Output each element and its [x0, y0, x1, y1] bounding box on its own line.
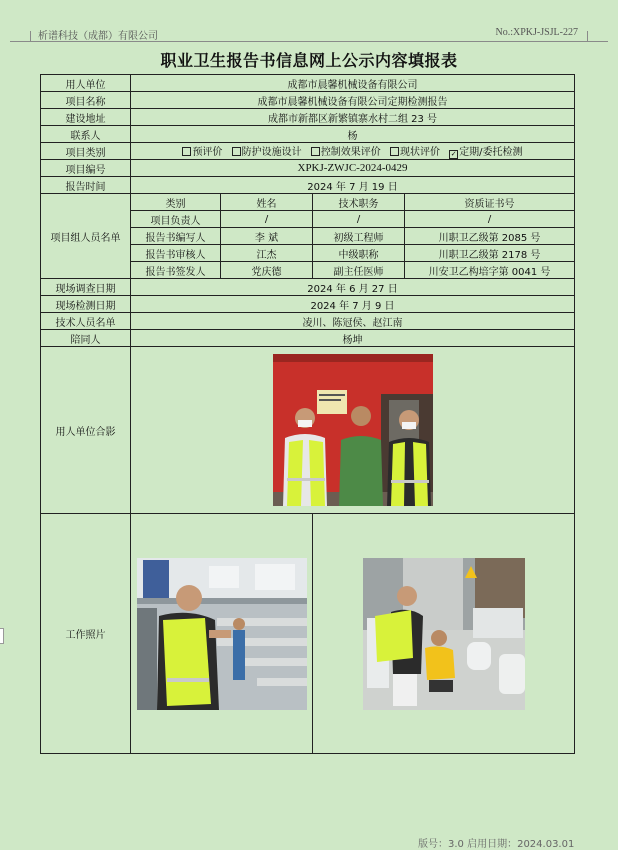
work-photo-cell-2: [313, 514, 575, 754]
label-companion: 陪同人: [41, 330, 131, 347]
team-header-cell: 资质证书号: [405, 194, 575, 211]
checkbox-checked-icon: ✓: [450, 150, 457, 158]
category-option[interactable]: 现状评价: [390, 147, 440, 158]
label-address: 建设地址: [41, 109, 131, 126]
team-title: 中级职称: [313, 245, 405, 262]
team-role: 报告书编写人: [131, 228, 221, 245]
team-header-cell: 姓名: [221, 194, 313, 211]
row-inspection-date: [41, 296, 575, 313]
category-option[interactable]: 预评价: [182, 147, 222, 158]
checkbox-icon: [232, 147, 241, 156]
group-photo-cell: [131, 347, 575, 514]
value-project-no: XPKJ-ZWJC-2024-0429: [131, 160, 575, 177]
team-name: 李 斌: [221, 228, 313, 245]
team-header-cell: 类别: [131, 194, 221, 211]
team-cert: 川职卫乙级第 2085 号: [405, 228, 575, 245]
team-cert: 川安卫乙构培字第 0041 号: [405, 262, 575, 279]
label-group-photo: 用人单位合影: [41, 347, 131, 514]
page-edge-tab[interactable]: [0, 628, 4, 644]
label-inspection-date: 现场检测日期: [41, 296, 131, 313]
checkbox-icon: [390, 147, 399, 156]
work-photo-cell-1: [131, 514, 313, 754]
value-contact: 杨: [131, 126, 575, 143]
company-header: 析谱科技（成都）有限公司: [38, 31, 158, 42]
team-name: /: [221, 211, 313, 228]
label-report-time: 报告时间: [41, 177, 131, 194]
row-work-photos: [41, 514, 575, 754]
header-divider: [10, 41, 608, 42]
team-role: 项目负责人: [131, 211, 221, 228]
label-work-photos: 工作照片: [41, 514, 131, 754]
row-group-photo: [41, 347, 575, 514]
label-project-name: 项目名称: [41, 92, 131, 109]
document-number: No.:XPKJ-JSJL-227: [495, 27, 578, 38]
corner-mark-right: [587, 31, 598, 41]
label-unit: 用人单位: [41, 75, 131, 92]
label-survey-date: 现场调查日期: [41, 279, 131, 296]
category-options: [131, 143, 575, 160]
group-photo: [273, 354, 433, 506]
value-inspection-date: 2024 年 7 月 9 日: [131, 296, 575, 313]
form-title: 职业卫生报告书信息网上公示内容填报表: [160, 51, 458, 70]
value-technicians: 凌川、陈冠侯、赵江南: [131, 313, 575, 330]
value-unit: 成都市晨馨机械设备有限公司: [131, 75, 575, 92]
team-role: 报告书审核人: [131, 245, 221, 262]
checkbox-icon: [182, 147, 191, 156]
row-report-time: [41, 177, 575, 194]
work-photo-2: [363, 558, 525, 710]
value-address: 成都市新都区新繁镇寨水村二组 23 号: [131, 109, 575, 126]
team-role: 报告书签发人: [131, 262, 221, 279]
row-technicians: [41, 313, 575, 330]
label-category: 项目类别: [41, 143, 131, 160]
team-title: /: [313, 211, 405, 228]
category-option[interactable]: 防护设施设计: [232, 147, 302, 158]
category-option[interactable]: 控制效果评价: [311, 147, 381, 158]
team-cert: /: [405, 211, 575, 228]
row-address: [41, 109, 575, 126]
value-project-name: 成都市晨馨机械设备有限公司定期检测报告: [131, 92, 575, 109]
row-category: [41, 143, 575, 160]
disclosure-form-table: [40, 74, 575, 754]
team-name: 江杰: [221, 245, 313, 262]
value-report-time: 2024 年 7 月 19 日: [131, 177, 575, 194]
row-survey-date: [41, 279, 575, 296]
team-cert: 川职卫乙级第 2178 号: [405, 245, 575, 262]
label-project-no: 项目编号: [41, 160, 131, 177]
team-header-row: [41, 194, 575, 211]
team-title: 初级工程师: [313, 228, 405, 245]
team-name: 党庆德: [221, 262, 313, 279]
work-photo-1: [137, 558, 307, 710]
checkbox-icon: [311, 147, 320, 156]
corner-mark-left: [20, 31, 31, 41]
footer-version: 版号：3.0 启用日期：2024.03.01: [418, 839, 575, 850]
label-team: 项目组人员名单: [41, 194, 131, 279]
value-companion: 杨坤: [131, 330, 575, 347]
row-project-name: [41, 92, 575, 109]
team-title: 副主任医师: [313, 262, 405, 279]
team-header-cell: 技术职务: [313, 194, 405, 211]
row-project-no: [41, 160, 575, 177]
category-option[interactable]: ✓ 定期/委托检测: [450, 147, 523, 158]
row-contact: [41, 126, 575, 143]
label-technicians: 技术人员名单: [41, 313, 131, 330]
value-survey-date: 2024 年 6 月 27 日: [131, 279, 575, 296]
row-unit: [41, 75, 575, 92]
row-companion: [41, 330, 575, 347]
label-contact: 联系人: [41, 126, 131, 143]
